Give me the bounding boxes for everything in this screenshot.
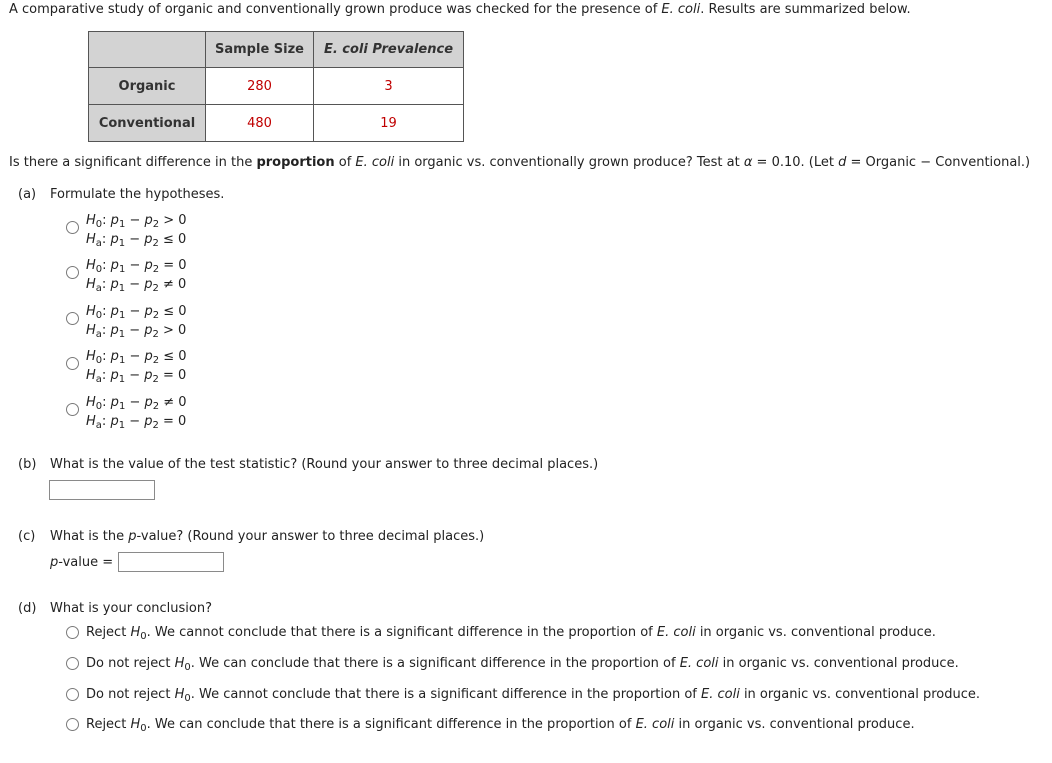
table-row <box>89 105 464 142</box>
hypothesis-option-3-radio[interactable] <box>66 312 79 325</box>
null-hypothesis: $H_0$: $p_1 - p_2 \le 0$ <box>86 349 187 366</box>
table-row <box>89 68 464 105</box>
conclusion-option-text: Do not reject $H_0$. We cannot conclude that there is a significant difference in the proportion of E. coli in organic vs. conventional produce. <box>86 687 980 704</box>
conclusion-option-radio[interactable] <box>66 688 79 701</box>
hypothesis-option-1 <box>86 211 187 249</box>
part-c-label: (c) <box>18 529 36 544</box>
null-hypothesis: $H_0$: $p_1 - p_2 \le 0$ <box>86 304 187 321</box>
table-header-blank <box>89 32 206 68</box>
hypothesis-option-5-radio[interactable] <box>66 403 79 416</box>
part-a-prompt: Formulate the hypotheses. <box>50 187 225 202</box>
conclusion-option-text: Reject $H_0$. We cannot conclude that there is a significant difference in the proportion of E. coli in organic vs. conventional produce. <box>86 625 936 642</box>
organic-prevalence: 3 <box>314 68 464 105</box>
hypothesis-option-5 <box>86 393 187 431</box>
null-hypothesis: $H_0$: $p_1 - p_2 = 0$ <box>86 258 187 275</box>
null-hypothesis: $H_0$: $p_1 - p_2 \ne 0$ <box>86 395 187 412</box>
part-c-prompt: What is the p-value? (Round your answer to three decimal places.) <box>50 529 485 544</box>
alternative-hypothesis: $H_a$: $p_1 - p_2 > 0$ <box>86 323 187 340</box>
hypothesis-option-4-radio[interactable] <box>66 357 79 370</box>
conventional-prevalence: 19 <box>314 105 464 142</box>
hypothesis-option-2-radio[interactable] <box>66 266 79 279</box>
conventional-sample-size: 480 <box>206 105 314 142</box>
hypothesis-option-3 <box>86 302 187 340</box>
conclusion-option-radio[interactable] <box>66 718 79 731</box>
part-b-prompt: What is the value of the test statistic? (Round your answer to three decimal places.) <box>50 457 599 472</box>
intro-text: A comparative study of organic and conventionally grown produce was checked for the presence of E. coli. Results are summarized below. <box>9 2 911 17</box>
conclusion-option-text: Do not reject $H_0$. We can conclude that there is a significant difference in the proportion of E. coli in organic vs. conventional produce. <box>86 656 959 673</box>
p-value-label: p-value = <box>50 555 114 570</box>
part-b-label: (b) <box>18 457 37 472</box>
row-label-organic: Organic <box>89 68 206 105</box>
hypothesis-option-4 <box>86 347 187 385</box>
part-d-prompt: What is your conclusion? <box>50 601 212 616</box>
alternative-hypothesis: $H_a$: $p_1 - p_2 = 0$ <box>86 414 187 431</box>
table-header-sample-size: Sample Size <box>206 32 314 68</box>
p-value-input[interactable] <box>118 552 224 572</box>
alternative-hypothesis: $H_a$: $p_1 - p_2 = 0$ <box>86 368 187 385</box>
conclusion-option-text: Reject $H_0$. We can conclude that there is a significant difference in the proportion of E. coli in organic vs. conventional produce. <box>86 717 915 734</box>
hypothesis-option-2 <box>86 256 187 294</box>
table-header-prevalence: E. coli Prevalence <box>314 32 464 68</box>
organic-sample-size: 280 <box>206 68 314 105</box>
data-table <box>88 31 464 142</box>
conclusion-option-radio[interactable] <box>66 626 79 639</box>
row-label-conventional: Conventional <box>89 105 206 142</box>
alternative-hypothesis: $H_a$: $p_1 - p_2 \le 0$ <box>86 232 187 249</box>
test-statistic-input[interactable] <box>49 480 155 500</box>
part-a-label: (a) <box>18 187 37 202</box>
question-text: Is there a significant difference in the proportion of E. coli in organic vs. conventionally grown produce? Test at α = 0.10. (Let d = Organic − Conventional.) <box>9 155 1031 170</box>
null-hypothesis: $H_0$: $p_1 - p_2 > 0$ <box>86 213 187 230</box>
alternative-hypothesis: $H_a$: $p_1 - p_2 \ne 0$ <box>86 277 187 294</box>
conclusion-option-radio[interactable] <box>66 657 79 670</box>
part-d-label: (d) <box>18 601 37 616</box>
hypothesis-option-1-radio[interactable] <box>66 221 79 234</box>
